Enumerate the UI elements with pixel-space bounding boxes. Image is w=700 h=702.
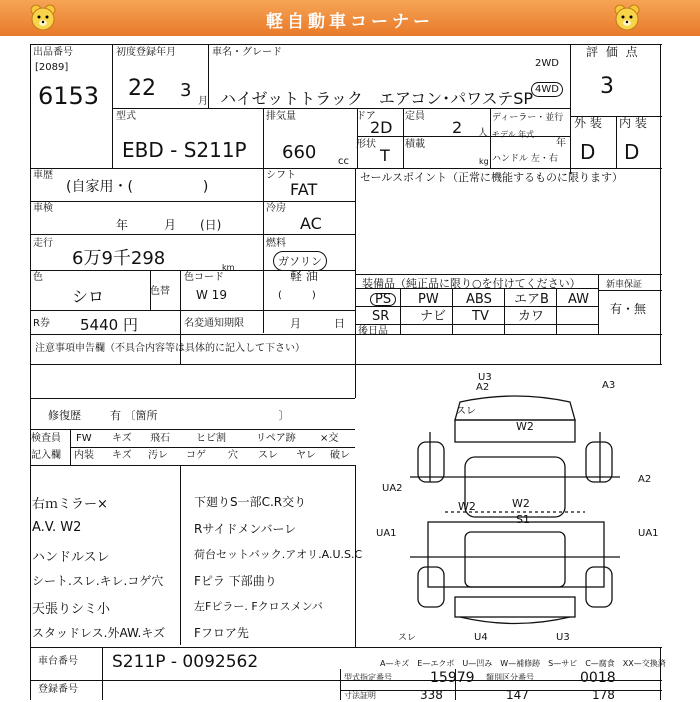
note-right-6: Fフロア先 <box>194 626 249 640</box>
capacity-label: 定員 <box>405 111 425 122</box>
note-left-6: スタッドレス.外AW.キズ <box>32 626 166 640</box>
history-label: 車歴 <box>33 170 53 181</box>
diagram-mark-ua2: UA2 <box>382 483 403 494</box>
cc-unit: cc <box>338 156 349 167</box>
fuel-bracket: ( ) <box>278 290 316 301</box>
shape-label: 形状 <box>356 139 376 150</box>
score-value: 3 <box>600 74 614 99</box>
check-scratch: キズ <box>112 433 132 444</box>
history-value: (自家用・( ) <box>66 179 209 195</box>
equip-leather: カワ <box>518 309 545 324</box>
diagram-mark-a3: A3 <box>602 380 616 391</box>
type-label: 型式 <box>116 111 136 122</box>
check-crack: ヒビ割 <box>196 433 226 444</box>
color-label: 色 <box>33 272 43 283</box>
lot-label: 出品番号 <box>33 47 73 58</box>
tone-label: 色替 <box>150 286 170 297</box>
check-replaced: ×交 <box>320 433 339 444</box>
exterior-label: 外 装 <box>574 116 602 130</box>
color-value: シロ <box>72 287 105 306</box>
equip-navi: ナビ <box>420 309 447 324</box>
check-stain: 汚レ <box>148 450 168 461</box>
teddy-bear-icon <box>612 3 642 33</box>
check-int-scratch: キズ <box>112 450 132 461</box>
repair-value: 有 〔箇所 〕 <box>110 409 290 422</box>
shift-label: シフト <box>266 170 296 181</box>
reg-year: 22 <box>128 76 156 101</box>
note-right-1: 下廻りS一部C.R交り <box>194 495 307 509</box>
dealer-label: ディーラー・並行 <box>492 113 564 123</box>
checker-label: 検査員 <box>31 433 61 444</box>
equipment-title: 装備品（純正品に限り○を付けてください） <box>362 277 581 290</box>
mileage-unit: km <box>222 263 235 272</box>
inspection-value: 年 月 (日) <box>116 218 222 232</box>
load-label: 積載 <box>405 139 425 150</box>
spec-number-value: 15979 <box>430 670 475 686</box>
diagram-mark-w2-center: W2 <box>512 497 530 510</box>
reg-month-unit: 月 <box>198 96 208 107</box>
capacity-value: 2 <box>452 118 463 137</box>
interior-label: 内 装 <box>619 116 647 130</box>
equip-pw: PW <box>418 292 439 307</box>
dimension-length: 338 <box>420 688 443 702</box>
diagram-mark-u3-top: U3 <box>478 372 492 383</box>
repair-label: 修復歴 <box>48 409 81 422</box>
reg-label: 初度登録年月 <box>116 47 176 58</box>
inspection-label: 車検 <box>33 203 53 214</box>
load-unit: kg <box>479 157 489 166</box>
modelyear-label: モデル 年式 <box>492 130 535 139</box>
sales-point-label: セールスポイント（正常に機能するものに限ります） <box>360 171 624 184</box>
equip-tv: TV <box>472 309 489 324</box>
namechange-value: 月 日 <box>290 317 345 330</box>
damage-legend: A—キズ E—エクボ U—凹み W—補修跡 S—サビ C—腐食 XX—交換済 <box>380 659 666 668</box>
lot-sub: [2089] <box>35 62 69 73</box>
newcar-warranty-value: 有・無 <box>610 302 647 316</box>
shape-value: T <box>380 146 390 165</box>
notice-label: 注意事項申告欄（不具合内容等は具体的に記入して下さい） <box>35 343 305 354</box>
note-left-3: ハンドルスレ <box>32 550 110 565</box>
check-burn: コゲ <box>186 450 206 461</box>
diagram-mark-w2-left: W2 <box>458 500 476 513</box>
reg-month: 3 <box>180 80 192 101</box>
equip-airbag: エアB <box>514 292 549 307</box>
shift-value: FAT <box>290 180 318 199</box>
model-name: ハイゼットトラック エアコン･パワステSP <box>220 89 534 108</box>
fuel-value: ガソリン <box>273 251 327 271</box>
chassis-value: S211P - 0092562 <box>112 652 259 672</box>
door-label: ドア <box>356 111 376 122</box>
entry-label: 記入欄 <box>31 450 61 461</box>
fuel-alt: 軽 油 <box>290 269 318 283</box>
score-label: 評 価 点 <box>586 45 640 59</box>
chassis-label: 車台番号 <box>38 656 78 667</box>
class-number-value: 0018 <box>580 670 616 686</box>
handle-label: ハンドル 左・右 <box>492 154 558 164</box>
recycle-value: 5440 円 <box>80 316 138 334</box>
equip-abs: ABS <box>466 292 492 307</box>
check-tear: 破レ <box>330 450 350 461</box>
mileage-label: 走行 <box>33 238 53 249</box>
rear-items-label: 後日品 <box>358 326 388 337</box>
diagram-mark-scuff-front: スレ <box>456 406 476 417</box>
diagram-mark-u3-rear: U3 <box>556 632 570 643</box>
colorcode-label: 色コード <box>184 272 224 283</box>
diagram-mark-scuff-rear: スレ <box>398 633 417 643</box>
cc-value: 660 <box>282 142 317 163</box>
colorcode-value: W 19 <box>196 288 227 302</box>
model-label: 車名・グレード <box>212 47 282 58</box>
note-left-5: 天張りシミ小 <box>32 602 111 617</box>
diagram-mark-ua1-left: UA1 <box>376 528 397 539</box>
check-hole: 穴 <box>228 450 238 461</box>
equip-aw: AW <box>568 292 590 307</box>
recycle-label: R券 <box>33 318 50 329</box>
diagram-mark-a2-right: A2 <box>638 474 652 485</box>
mileage-value: 6万9千298 <box>72 248 166 269</box>
door-value: 2D <box>370 118 393 137</box>
diagram-mark-u4: U4 <box>474 632 488 643</box>
banner-title: 軽自動車コーナー <box>266 12 434 32</box>
registration-label: 登録番号 <box>38 684 78 695</box>
exterior-grade: D <box>580 140 596 164</box>
drive-2wd: 2WD <box>535 58 559 69</box>
capacity-unit: 人 <box>478 128 488 139</box>
note-right-2: Rサイドメンバーレ <box>194 522 297 536</box>
note-right-3: 荷台セットバック.アオリ.A.U.S.C <box>194 548 363 561</box>
ac-label: 冷房 <box>266 203 286 214</box>
type-value: EBD - S211P <box>122 138 247 162</box>
diagram-mark-s1: S1 <box>516 513 530 526</box>
check-chip: 飛石 <box>150 433 170 444</box>
dimension-height: 178 <box>592 688 615 702</box>
diagram-mark-ua1-right: UA1 <box>638 528 659 539</box>
newcar-warranty-label: 新車保証 <box>606 280 643 290</box>
modelyear-unit: 年 <box>556 138 566 149</box>
class-number-label: 類別区分番号 <box>486 673 534 682</box>
note-right-5: 左Fピラー. Fクロスメンバ <box>194 600 323 613</box>
check-rub: スレ <box>258 450 278 461</box>
note-left-4: シート.スレ.キレ.コゲ穴 <box>32 574 164 588</box>
check-repair-mark: リペア跡 <box>256 433 296 444</box>
lot-number: 6153 <box>38 82 100 110</box>
note-right-4: Fピラ 下部曲り <box>194 574 277 588</box>
check-interior: 内装 <box>74 450 94 461</box>
diagram-mark-a2-top: A2 <box>476 382 490 393</box>
namechange-label: 名変通知期限 <box>184 318 244 329</box>
note-left-2: A.V. W2 <box>32 520 82 535</box>
equip-ps: PS <box>370 293 396 306</box>
interior-grade: D <box>624 140 640 164</box>
note-left-1: 右ｍミラー× <box>32 497 108 512</box>
diagram-mark-w2-top: W2 <box>516 420 534 433</box>
dimension-width: 147 <box>506 688 529 702</box>
spec-number-label: 型式指定番号 <box>344 673 392 682</box>
ac-value: AC <box>300 214 322 233</box>
cc-label: 排気量 <box>266 111 296 122</box>
fuel-label: 燃料 <box>266 238 286 249</box>
check-wear: ヤレ <box>296 450 316 461</box>
drive-4wd: 4WD <box>531 82 563 97</box>
equip-sr: SR <box>372 309 390 324</box>
check-fw: FW <box>76 433 92 444</box>
dimension-label: 寸法証明 <box>344 691 376 700</box>
